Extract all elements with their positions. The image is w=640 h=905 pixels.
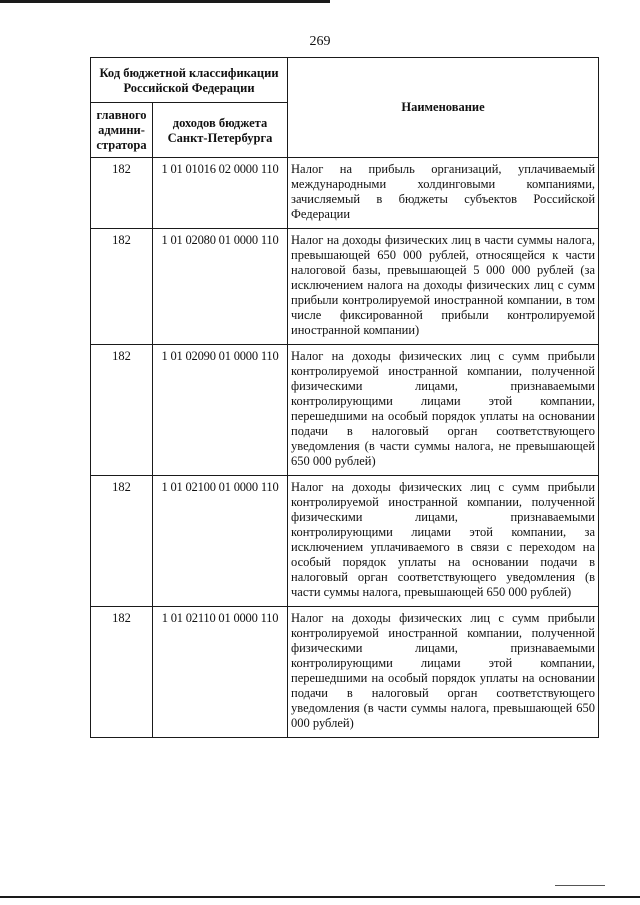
table-row [91, 158, 599, 229]
table-row [91, 229, 599, 345]
admin-code-cell: 182 [91, 607, 153, 738]
admin-code-cell: 182 [91, 158, 153, 229]
income-code-cell: 1 01 02100 01 0000 110 [153, 476, 288, 607]
header-spb-budget-income: доходов бюджета Санкт-Петербурга [153, 103, 288, 158]
income-code-cell: 1 01 02080 01 0000 110 [153, 229, 288, 345]
income-name-cell: Налог на доходы физических лиц в части суммы налога, превышающей 650 000 рублей, относящейся к части налоговой базы, превышающей 5 000 000 рублей (за исключением налога на доходы физических лиц с сумм прибыли контролируемой иностранной компании, в том числе фиксированной прибыли контролируемой иностранной компании) [288, 229, 599, 345]
income-name-cell: Налог на прибыль организаций, уплачиваемый международными холдинговыми компаниями, зачисляемый в бюджеты субъектов Российской Федерации [288, 158, 599, 229]
table-row [91, 476, 599, 607]
admin-code-cell: 182 [91, 345, 153, 476]
bottom-rule [0, 896, 640, 898]
header-budget-code-group: Код бюджетной классификации Российской Федерации [91, 58, 288, 103]
admin-code-cell: 182 [91, 229, 153, 345]
table-row [91, 345, 599, 476]
admin-code-cell: 182 [91, 476, 153, 607]
income-name-cell: Налог на доходы физических лиц с сумм прибыли контролируемой иностранной компании, полученной физическими лицами, признаваемыми контролирующими лицами этой компании, перешедшими на особый порядок уплаты на основании подачи в налоговый орган соответствующего уведомления (в части суммы налога, превышающей 650 000 рублей) [288, 607, 599, 738]
table-row [91, 607, 599, 738]
income-code-cell: 1 01 02090 01 0000 110 [153, 345, 288, 476]
budget-classification-table [90, 57, 599, 738]
header-chief-administrator: главного админи-стратора [91, 103, 153, 158]
top-rule [0, 0, 330, 3]
income-name-cell: Налог на доходы физических лиц с сумм прибыли контролируемой иностранной компании, полученной физическими лицами, признаваемыми контролирующими лицами этой компании, за исключением уплачиваемого в связи с переходом на особый порядок уплаты на основании подачи в налоговый орган соответствующего уведомления (в части суммы налога, превышающей 650 000 рублей) [288, 476, 599, 607]
income-name-cell: Налог на доходы физических лиц с сумм прибыли контролируемой иностранной компании, полученной физическими лицами, признаваемыми контролирующими лицами этой компании, перешедшими на особый порядок уплаты на основании подачи в налоговый орган соответствующего уведомления (в части суммы налога, не превышающей 650 000 рублей) [288, 345, 599, 476]
header-name: Наименование [288, 58, 599, 158]
page-number: 269 [309, 34, 331, 49]
header-row-group [91, 58, 599, 103]
income-code-cell: 1 01 01016 02 0000 110 [153, 158, 288, 229]
scan-edge-mark [555, 885, 605, 886]
income-code-cell: 1 01 02110 01 0000 110 [153, 607, 288, 738]
